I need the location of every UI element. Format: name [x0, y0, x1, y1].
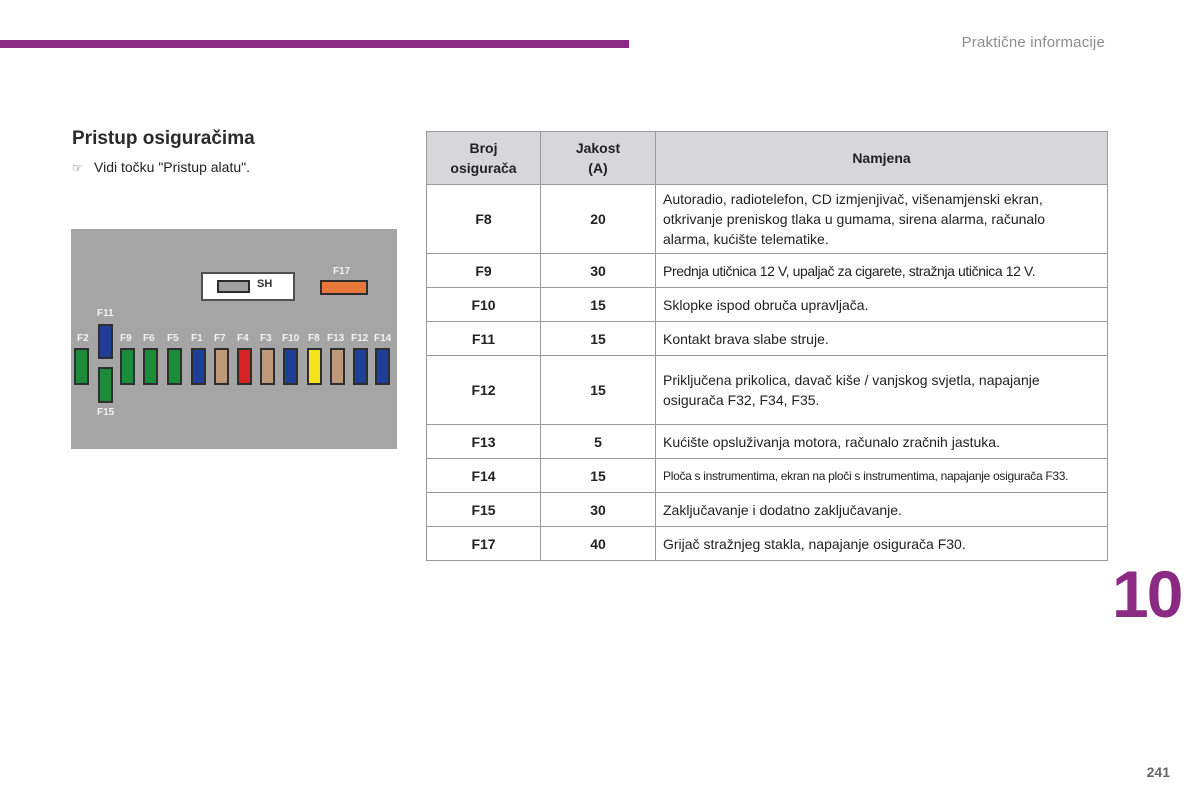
current-cell: 15 [541, 356, 656, 425]
page-number: 241 [1146, 764, 1170, 780]
fuse [320, 280, 368, 295]
purpose-cell: Kućište opsluživanja motora, računalo zračnih jastuka. [656, 425, 1108, 459]
chapter-number: 10 [1112, 557, 1182, 631]
sh-label: SH [257, 278, 273, 290]
fuse-number-cell: F10 [427, 288, 541, 322]
table-row [427, 493, 1108, 527]
fuse-label: F14 [374, 333, 392, 344]
purpose-cell: Ploča s instrumentima, ekran na ploči s instrumentima, napajanje osigurača F33. [656, 459, 1108, 493]
fuse-label: F15 [97, 407, 115, 418]
sh-holder [201, 272, 295, 301]
fuse-label: F10 [282, 333, 300, 344]
purpose-cell: Autoradio, radiotelefon, CD izmjenjivač, višenamjenski ekran, otkrivanje preniskog tlaka u gumama, sirena alarma, računalo alarma, kućište telematike. [656, 185, 1108, 254]
current-cell: 30 [541, 493, 656, 527]
fuse-label: F5 [167, 333, 179, 344]
header-title: Praktične informacije [961, 34, 1105, 51]
fuse-number-cell: F9 [427, 254, 541, 288]
section-title: Pristup osiguračima [72, 128, 255, 149]
fuse-label: F8 [308, 333, 320, 344]
fuse-label: F9 [120, 333, 132, 344]
current-cell: 15 [541, 459, 656, 493]
fuse-label: F3 [260, 333, 272, 344]
fuse-label: F7 [214, 333, 226, 344]
fuse [74, 348, 89, 385]
fuse [143, 348, 158, 385]
fuse-number-cell: F11 [427, 322, 541, 356]
current-cell: 40 [541, 527, 656, 561]
table-row [427, 425, 1108, 459]
fuse [191, 348, 206, 385]
fuse [353, 348, 368, 385]
purpose-cell: Prednja utičnica 12 V, upaljač za cigarete, stražnja utičnica 12 V. [656, 254, 1108, 288]
current-cell: 30 [541, 254, 656, 288]
fuse-number-cell: F17 [427, 527, 541, 561]
fuse [214, 348, 229, 385]
purpose-cell: Priključena prikolica, davač kiše / vanjskog svjetla, napajanje osigurača F32, F34, F35. [656, 356, 1108, 425]
table-row [427, 288, 1108, 322]
header-purpose: Namjena [656, 132, 1108, 185]
fuse [98, 324, 113, 359]
fuse-label: F4 [237, 333, 249, 344]
fuse-label: F1 [191, 333, 203, 344]
fuse [237, 348, 252, 385]
purpose-cell: Kontakt brava slabe struje. [656, 322, 1108, 356]
fuse [167, 348, 182, 385]
table-row [427, 459, 1108, 493]
fuse-number-cell: F8 [427, 185, 541, 254]
fuse [375, 348, 390, 385]
fuse-table [426, 131, 1108, 561]
purpose-cell: Sklopke ispod obruča upravljača. [656, 288, 1108, 322]
fuse [283, 348, 298, 385]
fuse-label: F17 [333, 266, 351, 277]
fuse-number-cell: F15 [427, 493, 541, 527]
fuse [98, 367, 113, 403]
table-row [427, 322, 1108, 356]
purpose-cell: Zaključavanje i dodatno zaključavanje. [656, 493, 1108, 527]
purpose-cell: Grijač stražnjeg stakla, napajanje osigurača F30. [656, 527, 1108, 561]
fuse [307, 348, 322, 385]
fuse-label: F13 [327, 333, 345, 344]
hand-pointer-icon: ☞ [72, 161, 83, 175]
fuse-label: F12 [351, 333, 369, 344]
table-row [427, 185, 1108, 254]
sh-slot [217, 280, 250, 293]
table-header-row [427, 132, 1108, 185]
fuse-box-diagram [71, 229, 397, 449]
fuse [260, 348, 275, 385]
current-cell: 5 [541, 425, 656, 459]
table-row [427, 254, 1108, 288]
table-row [427, 527, 1108, 561]
header-fuse-number: Broj osigurača [427, 132, 541, 185]
current-cell: 20 [541, 185, 656, 254]
fuse-number-cell: F13 [427, 425, 541, 459]
header-accent-bar [0, 40, 629, 48]
header-current: Jakost (A) [541, 132, 656, 185]
table-row [427, 356, 1108, 425]
fuse [330, 348, 345, 385]
fuse-number-cell: F14 [427, 459, 541, 493]
fuse-number-cell: F12 [427, 356, 541, 425]
fuse-label: F2 [77, 333, 89, 344]
fuse [120, 348, 135, 385]
bullet-line [72, 159, 250, 175]
fuse-label: F11 [97, 308, 114, 319]
bullet-text: Vidi točku "Pristup alatu". [94, 159, 250, 175]
current-cell: 15 [541, 288, 656, 322]
fuse-label: F6 [143, 333, 155, 344]
current-cell: 15 [541, 322, 656, 356]
